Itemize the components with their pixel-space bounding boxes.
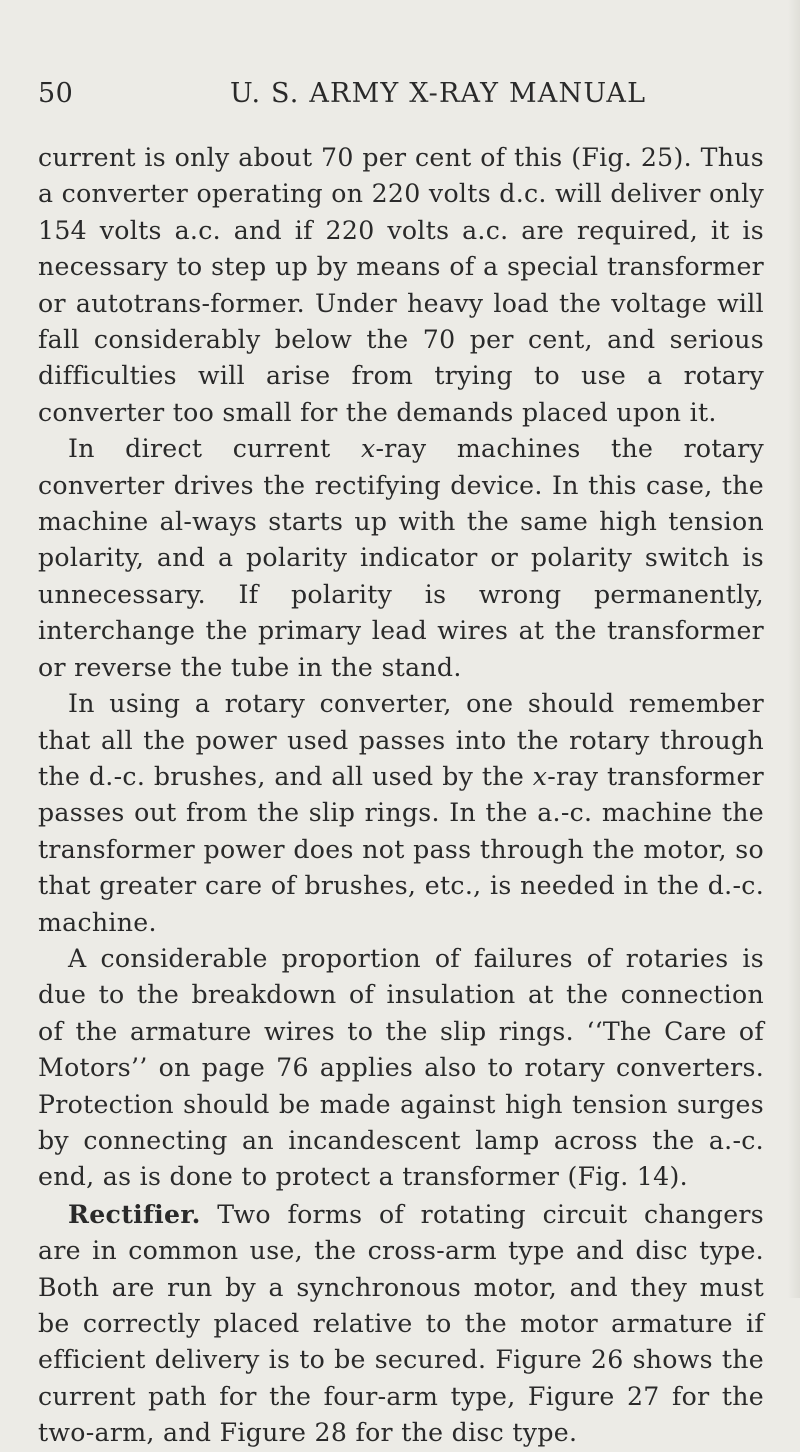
- paragraph-rotary-converter: [38, 686, 764, 941]
- page-number: 50: [38, 78, 74, 109]
- paragraph-direct-current: [38, 431, 764, 686]
- paragraph-continuation: [38, 140, 764, 431]
- paragraph-rectifier: [38, 1196, 764, 1452]
- paragraph-text: A considerable proportion of failures of rotaries is due to the breakdown of insulation at the connection of the armature wires to the slip rings. ‘‘The Care of Motors’’ on page 76 applies also to rotary converters. Protection should be made against high tension surges by connecting an incandescent lamp across the a.-c. end, as is done to protect a transformer (Fig. 14).: [38, 943, 764, 1192]
- page-header: [38, 78, 764, 114]
- italic-variable: x: [360, 434, 376, 464]
- paragraph-text: Two forms of rotating circuit changers are in common use, the cross-arm type and disc type. Both are run by a synchronous motor, and they must be correctly placed relative to the motor armature if efficient delivery is to be secured. Figure 26 shows the current path for the four-arm type, Figure 27 for the two-arm, and Figure 28 for the disc type.: [38, 1199, 764, 1448]
- italic-variable: x: [532, 761, 548, 791]
- section-run-in-heading: Rectifier.: [68, 1198, 201, 1229]
- paragraph-text-start: In using a rotary converter, one should remember that all the power used passes into the rotary through the d.-c. brushes, and all used by the: [38, 689, 764, 791]
- body-text: [38, 140, 764, 1452]
- paragraph-text-start: In direct current: [68, 434, 361, 464]
- paragraph-text-end: -ray transformer passes out from the slip rings. In the a.-c. machine the transformer power does not pass through the motor, so that greater care of brushes, etc., is needed in the d.-c. machine.: [38, 761, 764, 937]
- paragraph-text-end: -ray machines the rotary converter drives the rectifying device. In this case, the machine al-ways starts up with the same high tension polarity, and a polarity indicator or polarity switch is unnecessary. If polarity is wrong permanently, interchange the primary lead wires at the transformer or reverse the tube in the stand.: [38, 434, 764, 682]
- page-edge-shadow: [788, 0, 800, 1298]
- running-head: U. S. ARMY X-RAY MANUAL: [230, 78, 647, 109]
- paragraph-text: current is only about 70 per cent of this (Fig. 25). Thus a converter operating on 220 volts d.c. will deliver only 154 volts a.c. and if 220 volts a.c. are required, it is necessary to step up by means of a special transformer or autotrans-former. Under heavy load the voltage will fall considerably below the 70 per cent, and serious difficulties will arise from trying to use a rotary converter too small for the demands placed upon it.: [38, 143, 764, 427]
- paragraph-failures: [38, 941, 764, 1196]
